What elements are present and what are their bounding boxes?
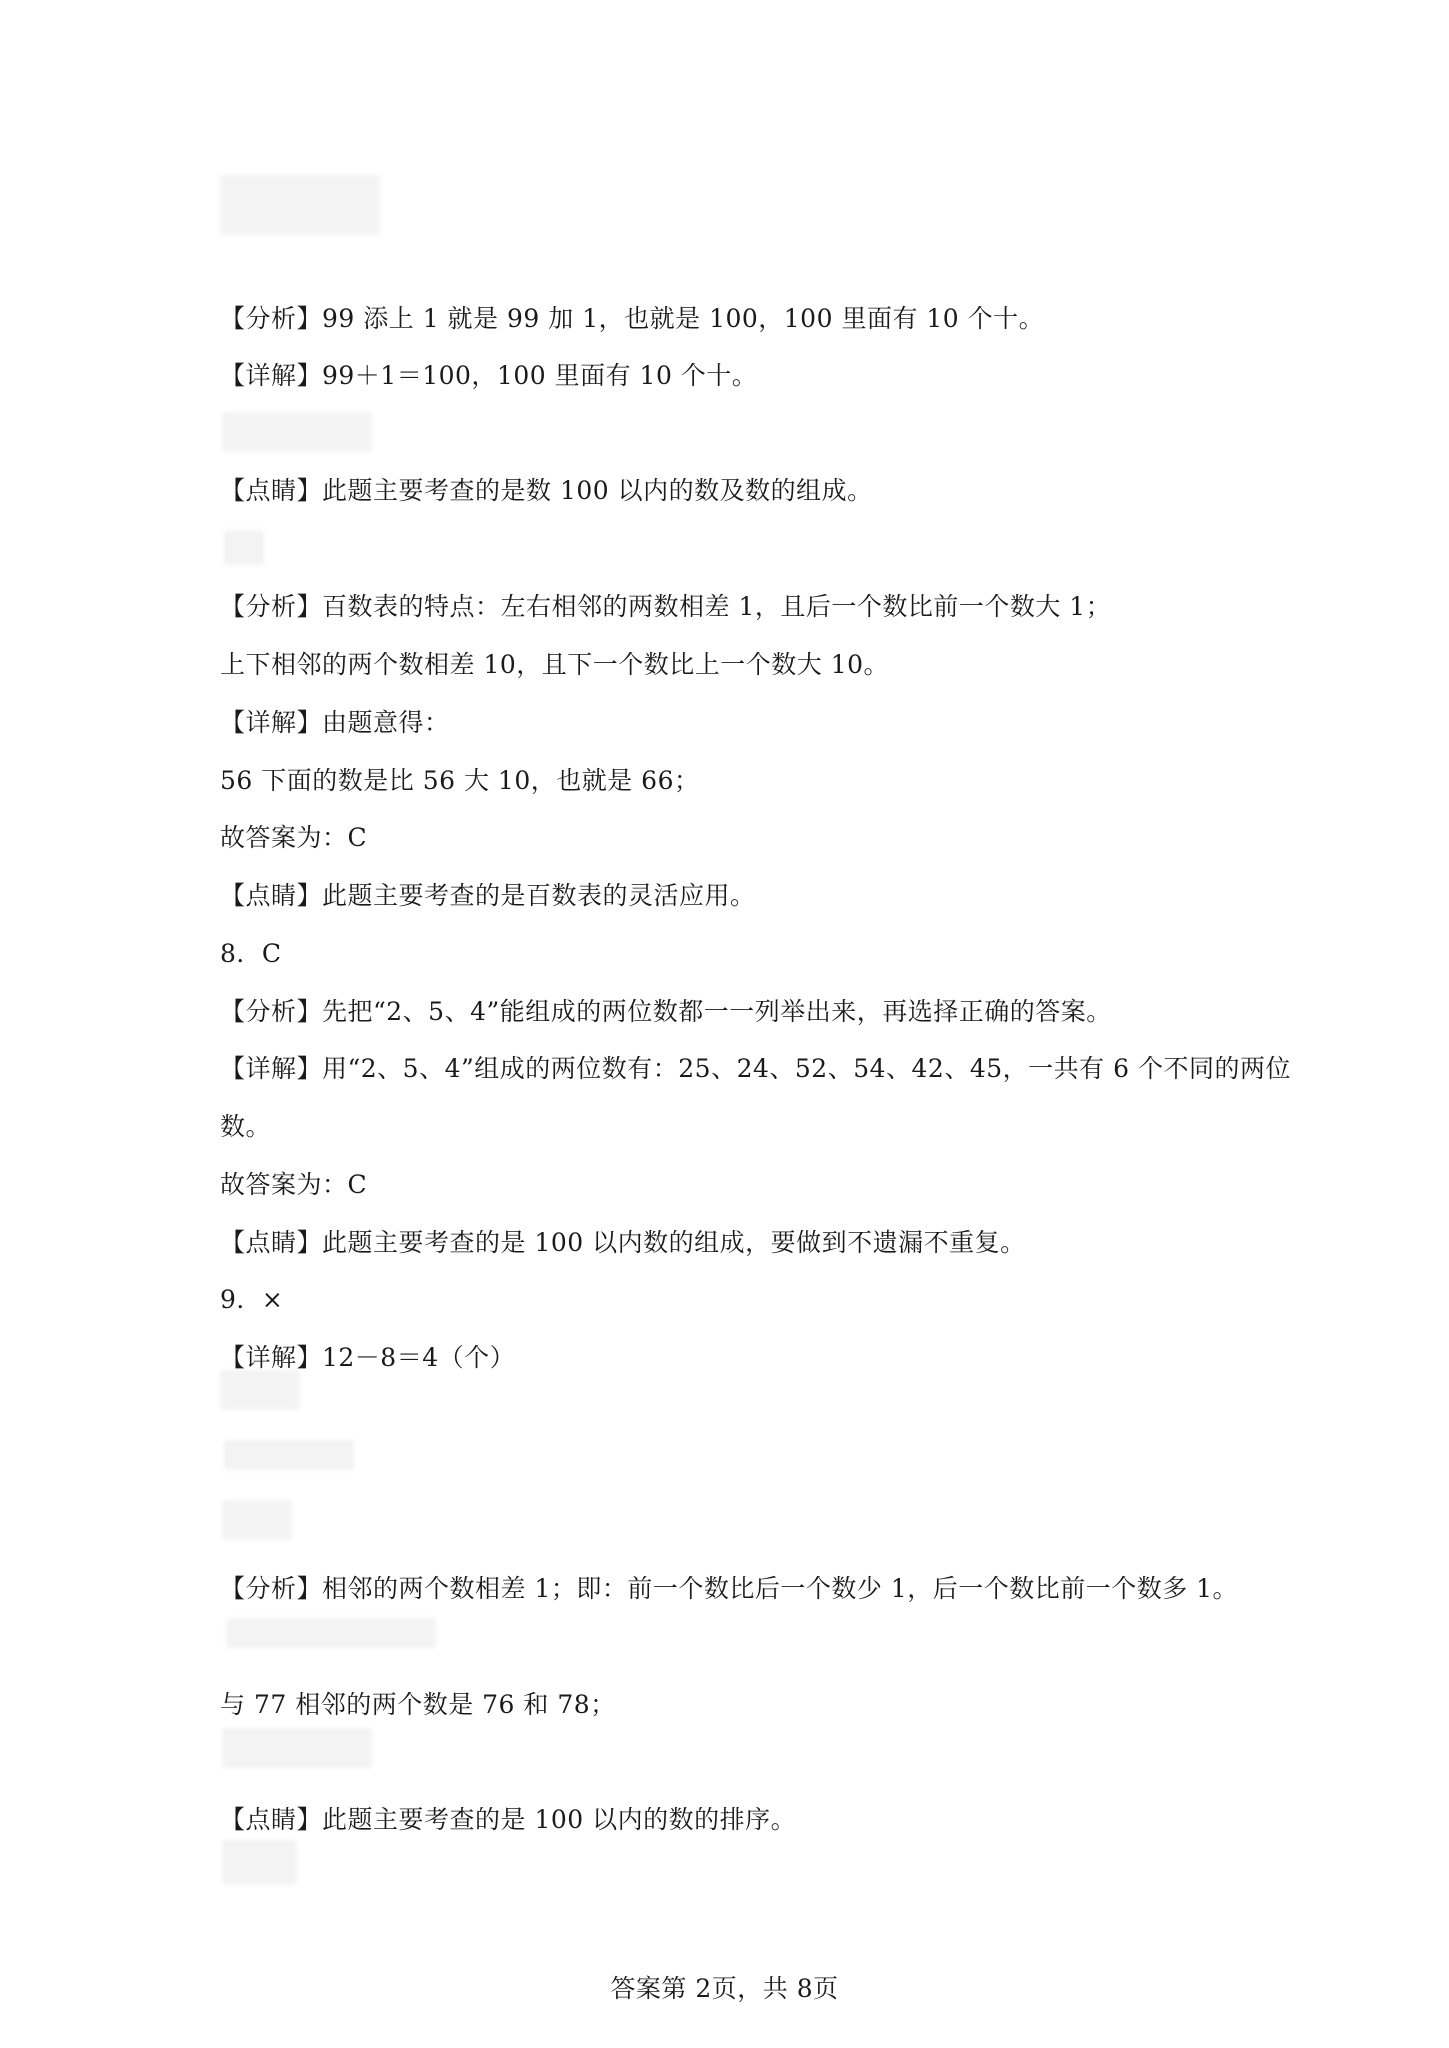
text-line: 【详解】用“2、5、4”组成的两位数有：25、24、52、54、42、45，一共有 6 个不同的两位 bbox=[220, 1054, 1291, 1083]
text-line: 【点睛】此题主要考查的是 100 以内的数的排序。 bbox=[220, 1805, 797, 1834]
text-line: 【详解】由题意得： bbox=[220, 708, 450, 737]
text-line: 【分析】先把“2、5、4”能组成的两位数都一一列举出来，再选择正确的答案。 bbox=[220, 997, 1112, 1026]
erased-mark bbox=[220, 1370, 300, 1410]
text-line: 上下相邻的两个数相差 10，且下一个数比上一个数大 10。 bbox=[220, 650, 890, 679]
erased-mark bbox=[224, 1440, 354, 1470]
erased-mark bbox=[224, 530, 264, 565]
erased-mark bbox=[222, 1728, 372, 1768]
text-line: 【分析】99 添上 1 就是 99 加 1，也就是 100，100 里面有 10 个十。 bbox=[220, 304, 1045, 333]
page-footer: 答案第 2页，共 8页 bbox=[610, 1974, 839, 2003]
text-line: 【点睛】此题主要考查的是百数表的灵活应用。 bbox=[220, 881, 756, 910]
text-line: 【分析】百数表的特点：左右相邻的两数相差 1，且后一个数比前一个数大 1； bbox=[220, 592, 1112, 621]
text-line: 【分析】相邻的两个数相差 1；即：前一个数比后一个数少 1，后一个数比前一个数多 1。 bbox=[220, 1574, 1239, 1603]
text-line: 56 下面的数是比 56 大 10，也就是 66； bbox=[220, 766, 700, 795]
text-line: 数。 bbox=[220, 1112, 272, 1141]
question-number: 8．C bbox=[220, 939, 282, 968]
text-line: 【详解】12－8＝4（个） bbox=[220, 1343, 516, 1372]
text-line: 【详解】99＋1＝100，100 里面有 10 个十。 bbox=[220, 361, 758, 390]
text-line: 故答案为：C bbox=[220, 823, 368, 852]
text-line: 【点睛】此题主要考查的是数 100 以内的数及数的组成。 bbox=[220, 476, 873, 505]
erased-mark bbox=[222, 1840, 297, 1885]
text-line: 故答案为：C bbox=[220, 1170, 368, 1199]
erased-mark bbox=[222, 412, 372, 452]
text-line: 与 77 相邻的两个数是 76 和 78； bbox=[220, 1690, 616, 1719]
question-number: 9．× bbox=[220, 1285, 284, 1314]
erased-mark bbox=[220, 175, 380, 235]
erased-mark bbox=[226, 1618, 436, 1648]
text-line: 【点睛】此题主要考查的是 100 以内数的组成，要做到不遗漏不重复。 bbox=[220, 1228, 1026, 1257]
erased-mark bbox=[222, 1500, 292, 1540]
